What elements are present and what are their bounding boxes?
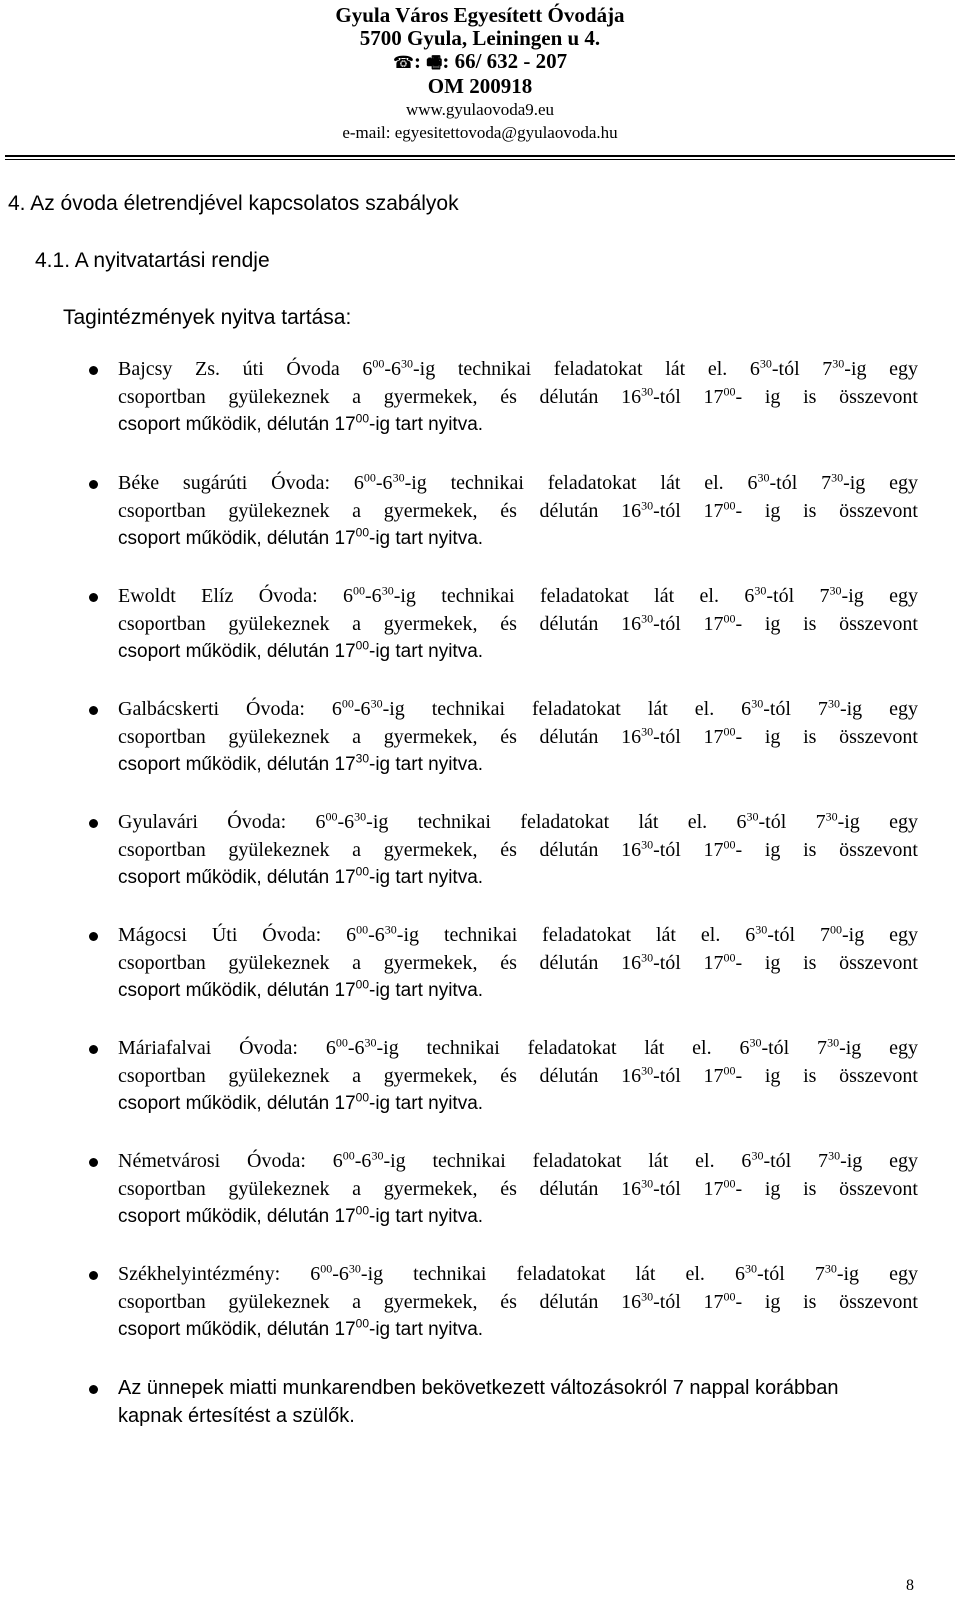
item-line: csoport működik, délután $17^{00}-ig$ tart nyitva. bbox=[118, 864, 484, 888]
section-title: 4. Az óvoda életrendjével kapcsolatos szabályok bbox=[8, 192, 459, 215]
list-item bbox=[118, 355, 918, 439]
org-address: 5700 Gyula, Leiningen u 4. bbox=[359, 26, 601, 50]
list-item bbox=[118, 1034, 918, 1118]
item-line: csoport működik, délután $17^{00}-ig$ tart nyitva. bbox=[118, 638, 484, 662]
subsection-title: 4.1. A nyitvatartási rendje bbox=[35, 249, 270, 272]
item-line: csoport működik, délután $17^{00}-ig$ tart nyitva. bbox=[118, 1316, 484, 1340]
item-line: Mágocsi Úti Óvoda: $6^{00}-6^{30}-ig$ technikai feladatokat lát el. $6^{30}$-tól $7^{00}-ig$ egy bbox=[118, 922, 919, 946]
item-line: Németvárosi Óvoda: $6^{00}-6^{30}-ig$ technikai feladatokat lát el. $6^{30}$-tól $7^{30}-ig$ egy bbox=[118, 1148, 918, 1172]
list-item bbox=[118, 808, 918, 892]
intro-text: Tagintézmények nyitva tartása: bbox=[63, 306, 352, 329]
item-line: csoportban gyülekeznek a gyermekek, és délután $16^{30}$-tól $17^{00}-$ ig is összevont bbox=[118, 724, 918, 748]
list-item bbox=[118, 695, 918, 779]
list-item bbox=[118, 1260, 918, 1344]
bullet-icon bbox=[89, 932, 98, 941]
item-line: csoportban gyülekeznek a gyermekek, és délután $16^{30}$-tól $17^{00}-$ ig is összevont bbox=[118, 611, 918, 635]
page-number: 8 bbox=[906, 1577, 914, 1594]
note-line: Az ünnepek miatti munkarendben bekövetkezett változásokról 7 nappal korábban bbox=[118, 1377, 839, 1399]
bullet-icon bbox=[89, 366, 98, 375]
item-line: Béke sugárúti Óvoda: $6^{00}-6^{30}-ig$ technikai feladatokat lát el. $6^{30}$-tól $7^{30}-ig$ egy bbox=[118, 470, 919, 494]
item-line: Máriafalvai Óvoda: $6^{00}-6^{30}-ig$ technikai feladatokat lát el. $6^{30}$-tól $7^{30}-ig$ egy bbox=[118, 1035, 918, 1059]
item-line: csoportban gyülekeznek a gyermekek, és délután $16^{30}$-tól $17^{00}-$ ig is összevont bbox=[118, 1063, 918, 1087]
item-line: Galbácskerti Óvoda: $6^{00}-6^{30}-ig$ technikai feladatokat lát el. $6^{30}$-tól $7^{30}-ig$ egy bbox=[118, 696, 918, 720]
bullet-icon bbox=[89, 1045, 98, 1054]
list-item bbox=[118, 469, 918, 553]
phone-line: ☎: 🖷: 66/ 632 - 207 bbox=[392, 49, 568, 73]
website[interactable]: www.gyulaovoda9.eu bbox=[405, 100, 555, 119]
item-line: Bajcsy Zs. úti Óvoda $6^{00}-6^{30}-ig$ technikai feladatokat lát el. $6^{30}$-tól $7^{30}-ig$ egy bbox=[118, 356, 919, 380]
item-line: Székhelyintézmény: $6^{00}-6^{30}-ig$ technikai feladatokat lát el. $6^{30}$-tól $7^{30}-ig$ egy bbox=[118, 1261, 918, 1285]
header-rule-thick bbox=[5, 155, 955, 157]
bullet-icon bbox=[89, 480, 98, 489]
item-line: csoport működik, délután $17^{30}-ig$ tart nyitva. bbox=[118, 751, 484, 775]
item-line: csoport működik, délután $17^{00}-ig$ tart nyitva. bbox=[118, 525, 484, 549]
list-item bbox=[118, 582, 918, 666]
bullet-icon bbox=[89, 819, 98, 828]
item-line: csoport működik, délután $17^{00}-ig$ tart nyitva. bbox=[118, 411, 484, 435]
header-rule-thin bbox=[5, 159, 955, 160]
item-line: csoportban gyülekeznek a gyermekek, és délután $16^{30}$-tól $17^{00}-$ ig is összevont bbox=[118, 1176, 918, 1200]
item-line: csoport működik, délután $17^{00}-ig$ tart nyitva. bbox=[118, 977, 484, 1001]
fax-icon: 🖷 bbox=[426, 53, 443, 73]
bullet-icon bbox=[89, 1158, 98, 1167]
item-line: Gyulavári Óvoda: $6^{00}-6^{30}-ig$ technikai feladatokat lát el. $6^{30}$-tól $7^{30}-ig$ egy bbox=[118, 809, 918, 833]
item-line: csoport működik, délután $17^{00}-ig$ tart nyitva. bbox=[118, 1203, 484, 1227]
final-note bbox=[118, 1374, 918, 1430]
item-line: csoportban gyülekeznek a gyermekek, és délután $16^{30}$-tól $17^{00}-$ ig is összevont bbox=[118, 837, 918, 861]
list-item bbox=[118, 1147, 918, 1231]
letterhead bbox=[0, 4, 960, 144]
item-line: csoportban gyülekeznek a gyermekek, és délután $16^{30}$-tól $17^{00}-$ ig is összevont bbox=[118, 950, 918, 974]
bullet-icon bbox=[89, 1385, 98, 1394]
om-number: OM 200918 bbox=[427, 74, 533, 98]
item-line: Ewoldt Elíz Óvoda: $6^{00}-6^{30}-ig$ technikai feladatokat lát el. $6^{30}$-tól $7^{30}-ig$ egy bbox=[118, 583, 919, 607]
org-name: Gyula Város Egyesített Óvodája bbox=[335, 3, 625, 27]
note-line: kapnak értesítést a szülők. bbox=[118, 1405, 355, 1427]
item-line: csoportban gyülekeznek a gyermekek, és délután $16^{30}$-tól $17^{00}-$ ig is összevont bbox=[118, 498, 918, 522]
bullet-icon bbox=[89, 706, 98, 715]
item-line: csoportban gyülekeznek a gyermekek, és délután $16^{30}$-tól $17^{00}-$ ig is összevont bbox=[118, 1289, 918, 1313]
list-item bbox=[118, 921, 918, 1005]
bullet-icon bbox=[89, 593, 98, 602]
bullet-icon bbox=[89, 1271, 98, 1280]
phone-icon: ☎ bbox=[392, 53, 415, 73]
item-line: csoport működik, délután $17^{00}-ig$ tart nyitva. bbox=[118, 1090, 484, 1114]
email[interactable]: e-mail: egyesitettovoda@gyulaovoda.hu bbox=[342, 123, 618, 142]
item-line: csoportban gyülekeznek a gyermekek, és délután $16^{30}$-tól $17^{00}-$ ig is összevont bbox=[118, 384, 918, 408]
